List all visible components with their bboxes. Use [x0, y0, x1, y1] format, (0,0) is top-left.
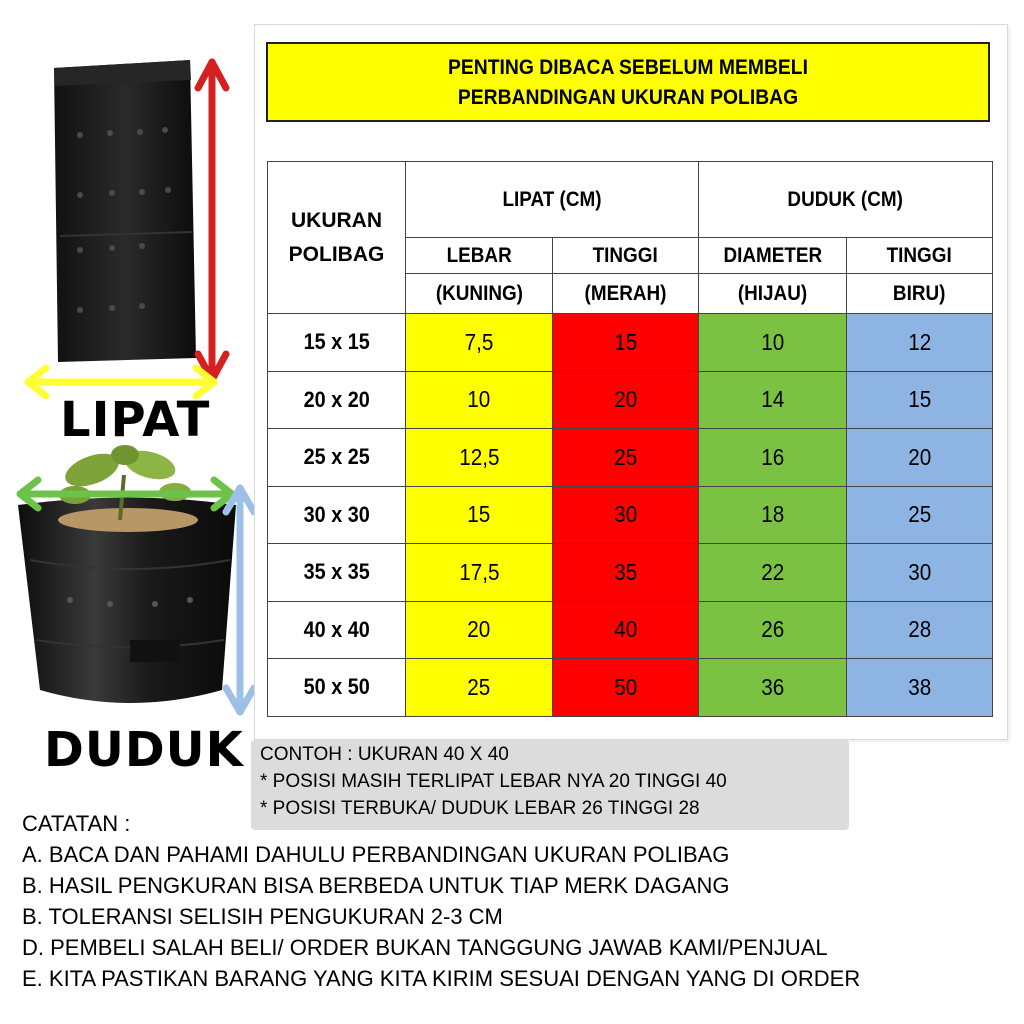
size-cell: 30 x 30: [268, 486, 406, 544]
example-line-1: CONTOH : UKURAN 40 X 40: [260, 744, 509, 765]
duduk-group-header: DUDUK (CM): [699, 162, 993, 238]
tinggi-lipat-cell: 15: [553, 314, 699, 372]
diameter-cell: 18: [699, 486, 847, 544]
size-column-header: [268, 162, 406, 314]
table-row: [268, 371, 993, 429]
table-row: [268, 486, 993, 544]
tinggi-duduk-cell: 38: [847, 659, 993, 717]
note-item: E. KITA PASTIKAN BARANG YANG KITA KIRIM SESUAI DENGAN YANG DI ORDER: [22, 966, 861, 991]
tinggi-lipat-header: TINGGI: [553, 238, 699, 274]
note-item: A. BACA DAN PAHAMI DAHULU PERBANDINGAN UKURAN POLIBAG: [22, 842, 730, 867]
tinggi-duduk-header: TINGGI: [847, 238, 993, 274]
table-row: [268, 314, 993, 372]
folded-height-arrow: [198, 62, 226, 380]
notes-section: [22, 808, 1012, 994]
diameter-cell: 26: [699, 601, 847, 659]
standing-bag: [18, 445, 236, 703]
tinggi-lipat-cell: 40: [553, 601, 699, 659]
lebar-header: LEBAR: [406, 238, 553, 274]
tinggi-duduk-cell: 15: [847, 371, 993, 429]
diameter-cell: 22: [699, 544, 847, 602]
table-row: [268, 544, 993, 602]
standing-label: DUDUK: [44, 722, 244, 778]
tinggi-lipat-cell: 25: [553, 429, 699, 487]
diameter-cell: 10: [699, 314, 847, 372]
lipat-group-header: LIPAT (CM): [406, 162, 699, 238]
tinggi-lipat-subheader: (MERAH): [553, 274, 699, 314]
lebar-cell: 7,5: [406, 314, 553, 372]
example-line-3: * POSISI TERBUKA/ DUDUK LEBAR 26 TINGGI 28: [260, 798, 700, 819]
diameter-subheader: (HIJAU): [699, 274, 847, 314]
size-comparison-table: [267, 161, 993, 717]
example-line-2: * POSISI MASIH TERLIPAT LEBAR NYA 20 TINGGI 40: [260, 771, 727, 792]
table-row: [268, 601, 993, 659]
tinggi-lipat-cell: 20: [553, 371, 699, 429]
banner-line-2: PERBANDINGAN UKURAN POLIBAG: [457, 86, 799, 109]
note-item: B. TOLERANSI SELISIH PENGUKURAN 2-3 CM: [22, 904, 503, 929]
warning-banner: [266, 42, 990, 122]
lebar-cell: 10: [406, 371, 553, 429]
lebar-subheader: (KUNING): [406, 274, 553, 314]
tinggi-lipat-cell: 30: [553, 486, 699, 544]
size-header-line-1: UKURAN: [291, 208, 382, 232]
size-cell: 50 x 50: [268, 659, 406, 717]
table-row: [268, 659, 993, 717]
size-cell: 20 x 20: [268, 371, 406, 429]
notes-title: CATATAN :: [22, 811, 131, 836]
size-cell: 25 x 25: [268, 429, 406, 487]
tinggi-duduk-cell: 28: [847, 601, 993, 659]
diameter-cell: 14: [699, 371, 847, 429]
tinggi-duduk-cell: 25: [847, 486, 993, 544]
tinggi-lipat-cell: 50: [553, 659, 699, 717]
lebar-cell: 12,5: [406, 429, 553, 487]
folded-bag: [54, 60, 196, 362]
lebar-cell: 20: [406, 601, 553, 659]
diameter-cell: 16: [699, 429, 847, 487]
lebar-cell: 15: [406, 486, 553, 544]
lebar-cell: 17,5: [406, 544, 553, 602]
banner-line-1: PENTING DIBACA SEBELUM MEMBELI: [448, 56, 808, 79]
tinggi-duduk-cell: 30: [847, 544, 993, 602]
size-cell: 35 x 35: [268, 544, 406, 602]
size-cell: 15 x 15: [268, 314, 406, 372]
size-header-line-2: POLIBAG: [288, 242, 385, 266]
diameter-cell: 36: [699, 659, 847, 717]
table-row: [268, 429, 993, 487]
size-cell: 40 x 40: [268, 601, 406, 659]
folded-label: LIPAT: [60, 392, 211, 448]
note-item: B. HASIL PENGKURAN BISA BERBEDA UNTUK TIAP MERK DAGANG: [22, 873, 730, 898]
diameter-header: DIAMETER: [699, 238, 847, 274]
lebar-cell: 25: [406, 659, 553, 717]
polybag-illustration: [0, 0, 260, 790]
tinggi-lipat-cell: 35: [553, 544, 699, 602]
tinggi-duduk-cell: 12: [847, 314, 993, 372]
note-item: D. PEMBELI SALAH BELI/ ORDER BUKAN TANGGUNG JAWAB KAMI/PENJUAL: [22, 935, 828, 960]
tinggi-duduk-subheader: BIRU): [847, 274, 993, 314]
tinggi-duduk-cell: 20: [847, 429, 993, 487]
